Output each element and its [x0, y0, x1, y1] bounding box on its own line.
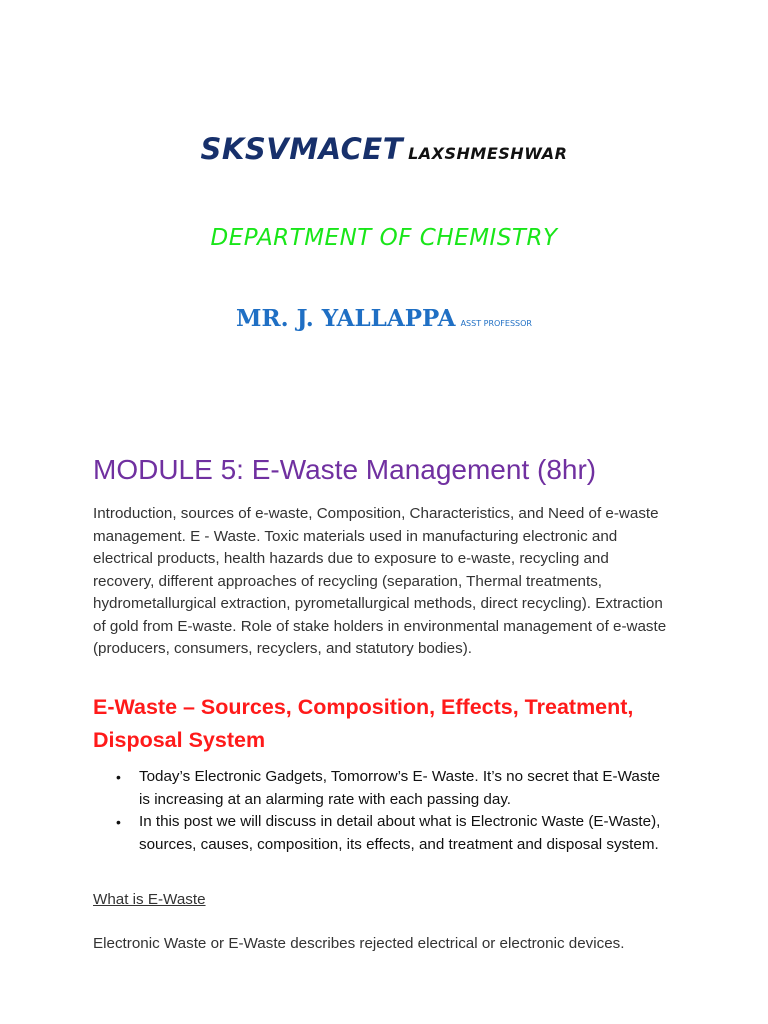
- college-place: LAXSHMESHWAR: [408, 144, 568, 163]
- author-header: [0, 305, 768, 332]
- section-heading: E-Waste – Sources, Composition, Effects, Treatment, Disposal System: [93, 695, 634, 752]
- list-item-text: Today’s Electronic Gadgets, Tomorrow’s E- Waste. It’s no secret that E-Waste is increasing at an alarming rate with each passing day.: [139, 768, 661, 808]
- bullet-icon: •: [116, 769, 121, 785]
- definition-paragraph: Electronic Waste or E-Waste describes rejected electrical or electronic devices.: [93, 935, 625, 952]
- author-title: ASST PROFESSOR: [460, 319, 532, 328]
- college-name: SKSVMACET: [200, 132, 403, 166]
- list-item: [93, 811, 673, 856]
- college-header: [0, 132, 768, 166]
- module-title: MODULE 5: E-Waste Management (8hr): [93, 454, 597, 485]
- bullet-list: [93, 766, 673, 856]
- subheading-what-is-e-waste: What is E-Waste: [93, 891, 206, 908]
- author-name: MR. J. YALLAPPA: [236, 305, 456, 332]
- list-item: [93, 766, 673, 811]
- bullet-icon: •: [116, 814, 121, 830]
- department-title: DEPARTMENT OF CHEMISTRY: [210, 225, 558, 251]
- list-item-text: In this post we will discuss in detail about what is Electronic Waste (E-Waste), sources, causes, composition, its effects, and treatment and disposal system.: [139, 813, 661, 853]
- module-intro-paragraph: Introduction, sources of e-waste, Composition, Characteristics, and Need of e-waste management. E - Waste. Toxic materials used in manufacturing electronic and electrical products, health hazards due to exposure to e-waste, recycling and recovery, different approaches of recycling (separation, Thermal treatments, hydrometallurgical extraction, pyrometallurgical methods, direct recycling). Extraction of gold from E-waste. Role of stake holders in environmental management of e-waste (producers, consumers, recyclers, and statutory bodies).: [93, 505, 667, 657]
